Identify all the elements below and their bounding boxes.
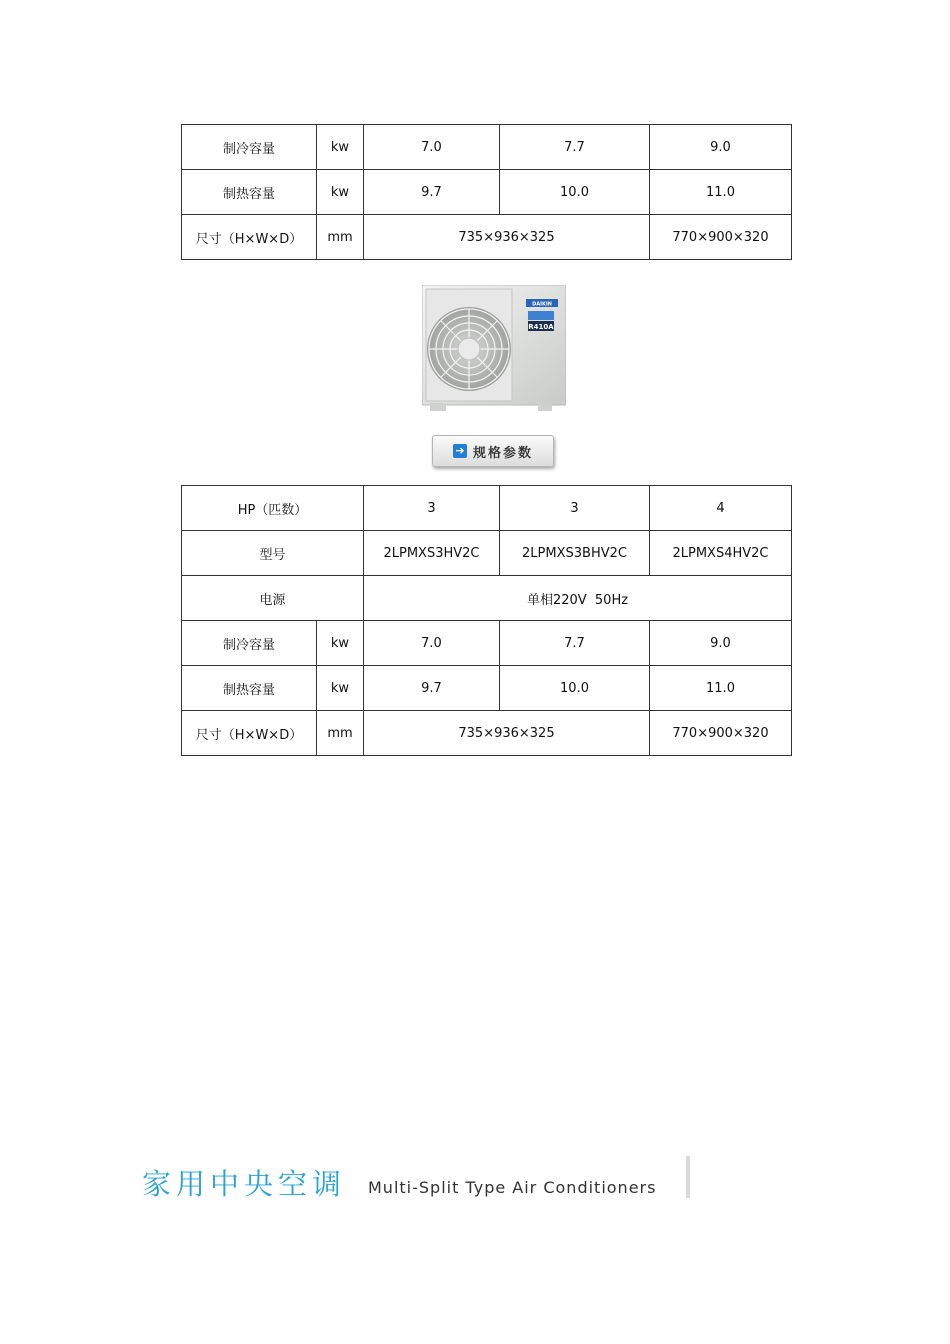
footer-divider [686,1156,690,1198]
row-unit: kw [317,666,364,711]
table-cell: 2LPMXS3HV2C [364,531,500,576]
table-row [182,576,792,621]
row-unit: kw [317,621,364,666]
row-label: 尺寸（H×W×D） [182,215,317,260]
table-row [182,666,792,711]
table-cell-merged: 735×936×325 [364,215,650,260]
footer-title-en: Multi-Split Type Air Conditioners [368,1178,657,1197]
table-cell: 770×900×320 [650,711,792,756]
svg-text:R410A: R410A [528,323,554,331]
row-label: 制冷容量 [182,125,317,170]
table-cell: 2LPMXS3BHV2C [500,531,650,576]
table-row [182,170,792,215]
row-label: 电源 [182,576,364,621]
table-cell: 4 [650,486,792,531]
outdoor-unit-image [422,285,566,411]
row-unit: kw [317,125,364,170]
table-cell: 7.0 [364,621,500,666]
svg-text:DAIKIN: DAIKIN [532,301,552,308]
table-cell: 11.0 [650,666,792,711]
spec-params-label: 规格参数 [472,445,533,461]
row-label: 制热容量 [182,170,317,215]
table-cell: 9.0 [650,621,792,666]
arrow-right-icon: ➔ [453,444,467,458]
table-cell: 7.7 [500,125,650,170]
row-label: 尺寸（H×W×D） [182,711,317,756]
spec-table-bottom [181,485,792,756]
spec-params-button[interactable] [432,435,554,467]
table-cell: 9.7 [364,170,500,215]
row-label: 型号 [182,531,364,576]
table-row [182,531,792,576]
row-unit: kw [317,170,364,215]
spec-table-top [181,124,792,260]
table-cell: 3 [500,486,650,531]
table-row [182,215,792,260]
table-cell: 9.7 [364,666,500,711]
row-label: 制热容量 [182,666,317,711]
table-cell: 770×900×320 [650,215,792,260]
table-row [182,711,792,756]
table-cell: 10.0 [500,666,650,711]
table-cell: 10.0 [500,170,650,215]
table-cell: 11.0 [650,170,792,215]
table-cell: 7.7 [500,621,650,666]
table-cell: 9.0 [650,125,792,170]
footer-banner [142,1160,692,1200]
table-cell-merged: 735×936×325 [364,711,650,756]
table-row [182,125,792,170]
footer-title-cn: 家用中央空调 [142,1167,347,1201]
row-unit: mm [317,215,364,260]
table-cell-merged: 单相220V 50Hz [364,576,792,621]
table-cell: 2LPMXS4HV2C [650,531,792,576]
row-unit: mm [317,711,364,756]
row-label: HP（匹数） [182,486,364,531]
table-cell: 3 [364,486,500,531]
table-cell: 7.0 [364,125,500,170]
table-row [182,621,792,666]
table-row [182,486,792,531]
row-label: 制冷容量 [182,621,317,666]
